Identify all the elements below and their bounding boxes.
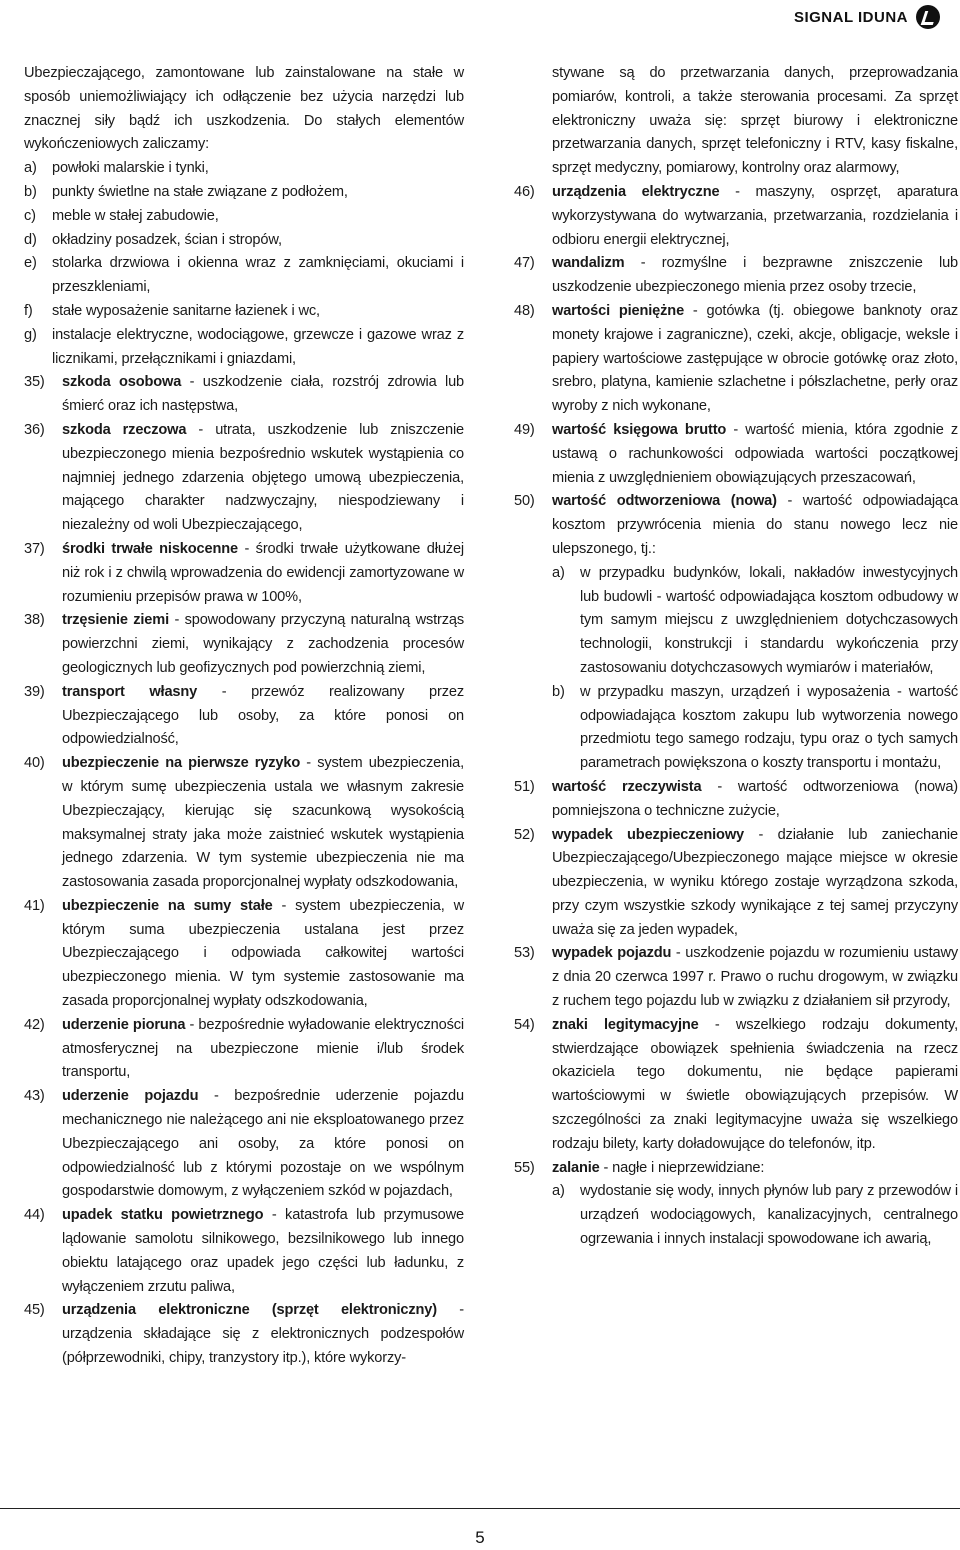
defined-term: ubezpieczenie na sumy stałe	[62, 897, 273, 914]
definition-entry	[24, 371, 464, 419]
term-definition: - gotówka (tj. obiegowe banknoty oraz monety krajowe i zagraniczne), czeki, akcje, obligacje, weksle i papiery wartościowe zastępujące w obrocie gotówkę oraz złoto, srebro, platyna, kamienie szlachetne i półszlachetne, perły oraz wyroby z nich wykonane,	[552, 302, 958, 415]
item-label: g)	[24, 326, 37, 343]
entry-body	[62, 1204, 464, 1299]
item-label: b)	[552, 683, 565, 700]
entry-text	[552, 942, 958, 1013]
list-item	[24, 300, 464, 324]
item-text: stolarka drzwiowa i okienna wraz z zamknięciami, okuciami i przeszkleniami,	[52, 255, 464, 296]
entry-number: 55)	[514, 1159, 535, 1176]
right-column	[514, 62, 958, 1252]
entry-body	[62, 1085, 464, 1204]
entry-body	[62, 681, 464, 752]
definition-entry	[24, 419, 464, 538]
entry-number: 46)	[514, 183, 535, 200]
entry-text	[552, 1014, 958, 1157]
entry-number: 35)	[24, 374, 45, 391]
definition-entry	[514, 300, 958, 419]
entry-text	[62, 1085, 464, 1204]
defined-term: szkoda osobowa	[62, 374, 182, 391]
entry-number: 43)	[24, 1088, 45, 1105]
left-intro: Ubezpieczającego, zamontowane lub zainstalowane na stałe w sposób uniemożliwiający ich odłączenie bez użycia narzędzi lub znacznej siły bądź ich uszkodzenia. Do stałych elementów wykończeniowych zaliczamy:	[24, 65, 464, 153]
term-definition: - rozmyślne i bezprawne zniszczenie lub uszkodzenie ubezpieczonego mienia przez osoby trzecie,	[552, 255, 958, 296]
intro-items	[24, 157, 464, 371]
entry-number: 45)	[24, 1302, 45, 1319]
item-label: c)	[24, 207, 36, 224]
defined-term: transport własny	[62, 683, 198, 700]
term-definition: - przewóz realizowany przez Ubezpieczającego lub osoby, za które ponosi on odpowiedzialność,	[62, 683, 464, 748]
definition-entry	[24, 538, 464, 609]
item-text: wydostanie się wody, innych płynów lub pary z przewodów i urządzeń wodociągowych, kanalizacyjnych, centralnego ogrzewania i innych instalacji spowodowane ich awarią,	[580, 1183, 958, 1248]
entry-text	[62, 752, 464, 895]
term-definition: - bezpośrednie wyładowanie elektryczności atmosferycznej na ubezpieczone mienie i/lub środek transportu,	[62, 1016, 464, 1081]
item-label: f)	[24, 302, 33, 319]
signal-iduna-logo-icon	[916, 5, 940, 29]
term-definition: - uszkodzenie pojazdu w rozumieniu ustawy z dnia 20 czerwca 1997 r. Prawo o ruchu drogowym, w związku z ruchem tego pojazdu lub w związku z działaniem sił przyrody,	[552, 945, 959, 1010]
left-column	[24, 62, 464, 1371]
entry-text	[552, 181, 958, 252]
entry-text	[62, 895, 464, 1014]
term-definition: - system ubezpieczenia, w którym suma ubezpieczenia ustalana jest przez Ubezpieczającego i odpowiada całkowitej wartości ubezpieczonego mienia. W tym systemie zastosowanie ma zasada proporcjonalnej wypłaty odszkodowania,	[62, 897, 464, 1010]
term-definition: - bezpośrednie uderzenie pojazdu mechanicznego nie należącego ani nie eksploatowanego przez Ubezpieczającego ani osoby, za które ponosi on odpowiedzialność lub z którymi pozostaje on we wspólnym gospodarstwie domowym, z wyłączeniem szkód w pojazdach,	[62, 1088, 464, 1200]
term-definition: - działanie lub zaniechanie Ubezpieczającego/Ubezpieczonego mające miejsce w okresie ubezpieczenia, w wyniku którego zostaje wyrządzona szkoda, przy czym wszystkie szkody wynikające z tej samej przyczyny uważa się za jeden wypadek,	[552, 826, 958, 938]
definition-entry	[514, 1014, 958, 1157]
entry-body	[552, 1157, 958, 1252]
item-label: a)	[552, 1183, 565, 1200]
definition-entry	[24, 1014, 464, 1085]
entry-text	[62, 1204, 464, 1299]
term-definition: - nagłe i nieprzewidziane:	[599, 1159, 765, 1176]
entry-body	[552, 419, 958, 490]
entry-text	[62, 538, 464, 609]
defined-term: szkoda rzeczowa	[62, 421, 187, 438]
entry-text	[552, 419, 958, 490]
defined-term: uderzenie pioruna	[62, 1016, 186, 1033]
entry-number: 51)	[514, 778, 535, 795]
entry-body	[62, 609, 464, 680]
entry-text	[62, 681, 464, 752]
entry-text	[552, 824, 958, 943]
entry-text	[552, 300, 958, 419]
term-definition: - wartość mienia, która zgodnie z ustawą o rachunkowości odpowiada wartości początkowej mienia z uwzględnieniem obowiązujących przeszacowań,	[552, 421, 958, 486]
defined-term: wypadek pojazdu	[552, 945, 672, 962]
term-definition: - system ubezpieczenia, w którym sumę ubezpieczenia ustala we własnym zakresie Ubezpieczający, kierując się szacunkową wysokością maksymalnej straty jaka może zaistnieć wskutek wystąpienia jednego zdarzenia. W tym systemie ubezpieczenia nie ma zastosowania zasada proporcjonalnej wypłaty odszkodowania,	[62, 755, 464, 891]
entry-number: 54)	[514, 1016, 535, 1033]
entry-body	[62, 419, 464, 538]
entry-text	[62, 609, 464, 680]
item-text: instalacje elektryczne, wodociągowe, grzewcze i gazowe wraz z licznikami, przełącznikami i gniazdami,	[52, 326, 464, 367]
entry-text	[62, 1014, 464, 1085]
term-definition: - urządzenia składające się z elektronicznych podzespołów (półprzewodniki, chipy, tranzystory itp.), które wykorzy-	[62, 1302, 464, 1367]
entry-number: 53)	[514, 945, 535, 962]
entry-number: 48)	[514, 302, 535, 319]
list-item	[552, 1180, 958, 1251]
item-text: meble w stałej zabudowie,	[52, 207, 219, 224]
list-item	[24, 157, 464, 181]
term-definition: - wartość odtworzeniowa (nowa) pomniejszona o techniczne zużycie,	[552, 778, 958, 819]
entry-number: 36)	[24, 421, 45, 438]
entry-body	[62, 1299, 464, 1370]
defined-term: zalanie	[552, 1159, 600, 1176]
entry-body	[552, 181, 958, 252]
definition-entry	[24, 752, 464, 895]
entry-number: 47)	[514, 255, 535, 272]
defined-term: wartość odtworzeniowa (nowa)	[552, 493, 777, 510]
list-item	[552, 562, 958, 681]
entry-text	[62, 371, 464, 419]
term-definition: - maszyny, osprzęt, aparatura wykorzystywana do wytwarzania, przetwarzania, rozdzielania i odbioru energii elektrycznej,	[552, 183, 958, 248]
entry-number: 40)	[24, 755, 45, 772]
list-item	[24, 181, 464, 205]
entry-body	[552, 824, 958, 943]
item-label: e)	[24, 255, 37, 272]
item-label: a)	[24, 160, 37, 177]
list-item	[24, 252, 464, 300]
entry-text	[552, 490, 958, 561]
brand-header	[794, 5, 940, 29]
entry-number: 38)	[24, 612, 45, 629]
definition-list-right	[514, 181, 958, 1252]
defined-term: środki trwałe niskocenne	[62, 540, 238, 557]
definition-entry	[514, 490, 958, 776]
defined-term: trzęsienie ziemi	[62, 612, 170, 629]
list-item	[552, 681, 958, 776]
definition-entry	[514, 419, 958, 490]
term-definition: - katastrofa lub przymusowe lądowanie samolotu silnikowego, bezsilnikowego lub innego obiektu latającego oraz upadek jego części lub ładunku, z wyłączeniem zrzutu paliwa,	[62, 1207, 464, 1295]
item-text: w przypadku maszyn, urządzeń i wyposażenia - wartość odpowiadająca kosztom zakupu lub wytworzenia nowego przedmiotu tego samego rodzaju, typu oraz o tych samych parametrach powiększona o koszty transportu i montażu,	[580, 683, 958, 772]
term-definition: - środki trwałe użytkowane dłużej niż rok i z chwilą wprowadzenia do ewidencji zamortyzowane w rozumieniu przepisów prawa w 100%,	[62, 540, 465, 605]
term-definition: - wartość odpowiadająca kosztom przywrócenia mienia do stanu nowego lecz nie ulepszonego, tj.:	[552, 493, 958, 557]
defined-term: wartość księgowa brutto	[552, 421, 727, 438]
list-item	[24, 324, 464, 372]
definition-entry	[514, 181, 958, 252]
brand-name: SIGNAL IDUNA	[793, 8, 908, 26]
entry-number: 44)	[24, 1207, 45, 1224]
entry-body	[62, 371, 464, 419]
defined-term: wartości pieniężne	[552, 302, 685, 319]
defined-term: wandalizm	[552, 255, 625, 272]
term-definition: - utrata, uszkodzenie lub zniszczenie ubezpieczonego mienia bezpośrednio wskutek wystąpienia co najmniej jednego zdarzenia objętego umową ubezpieczenia, mającego charakter nadzwyczajny, niespodziewany i niezależny od woli Ubezpieczającego,	[62, 421, 465, 534]
entry-number: 37)	[24, 540, 45, 557]
entry-number: 42)	[24, 1016, 45, 1033]
item-text: powłoki malarskie i tynki,	[52, 160, 209, 177]
defined-term: urządzenia elektroniczne (sprzęt elektroniczny)	[62, 1302, 437, 1319]
page-number: 5	[475, 1528, 485, 1547]
entry-text	[62, 419, 464, 538]
term-definition: - spowodowany przyczyną naturalną wstrząs powierzchni ziemi, wynikający z zachodzenia procesów geologicznych lub geofizycznych pod powierzchnią ziemi,	[62, 612, 464, 676]
defined-term: znaki legitymacyjne	[552, 1016, 699, 1033]
definition-entry	[24, 1204, 464, 1299]
right-continuation: stywane są do przetwarzania danych, przeprowadzania pomiarów, kontroli, a także sterowania procesami. Za sprzęt elektroniczny uważa się: sprzęt biurowy i elektroniczne przetwarzania danych, sprzęt telefoniczny i RTV, kasy fiskalne, sprzęt medyczny, pomiarowy, kontrolny oraz alarmowy,	[552, 65, 958, 177]
definition-entry	[514, 776, 958, 824]
term-definition: - wszelkiego rodzaju dokumenty, stwierdzające obowiązek spełnienia świadczenia na rzecz okaziciela tego dokumentu, nie będące papierami wartościowymi w świetle obowiązujących przepisów. W szczególności za znaki legitymacyjne uważa się wszelkiego rodzaju bilety, karty doładowujące do telefonów, itp.	[552, 1016, 958, 1152]
definition-entry	[514, 252, 958, 300]
term-definition: - uszkodzenie ciała, rozstrój zdrowia lub śmierć oraz ich następstwa,	[62, 374, 464, 415]
defined-term: uderzenie pojazdu	[62, 1088, 199, 1105]
entry-body	[62, 752, 464, 895]
item-label: d)	[24, 231, 37, 248]
entry-number: 39)	[24, 683, 45, 700]
item-text: w przypadku budynków, lokali, nakładów inwestycyjnych lub budowli - wartość odpowiadająca kosztom odbudowy w tym samym miejscu z uwzględnieniem dotychczasowych technologii, konstrukcji i standardu wykończenia przy zastosowaniu dotychczasowych wymiarów i materiałów,	[580, 564, 958, 676]
entry-body	[552, 490, 958, 776]
entry-body	[552, 300, 958, 419]
definition-entry	[514, 824, 958, 943]
entry-number: 52)	[514, 826, 535, 843]
entry-text	[62, 1299, 464, 1370]
entry-body	[62, 538, 464, 609]
item-text: punkty świetlne na stałe związane z podłożem,	[52, 183, 348, 200]
definition-entry	[24, 1085, 464, 1204]
list-item	[24, 229, 464, 253]
defined-term: ubezpieczenie na pierwsze ryzyko	[62, 755, 301, 772]
list-item	[24, 205, 464, 229]
item-text: okładziny posadzek, ścian i stropów,	[52, 231, 282, 248]
entry-text	[552, 252, 958, 300]
definition-entry	[24, 609, 464, 680]
entry-text	[552, 776, 958, 824]
defined-term: wypadek ubezpieczeniowy	[552, 826, 744, 843]
definition-entry	[514, 1157, 958, 1252]
definition-entry	[24, 895, 464, 1014]
entry-number: 50)	[514, 493, 535, 510]
entry-number: 49)	[514, 421, 535, 438]
entry-body	[552, 776, 958, 824]
defined-term: urządzenia elektryczne	[552, 183, 720, 200]
defined-term: wartość rzeczywista	[552, 778, 702, 795]
entry-body	[62, 895, 464, 1014]
definition-list-left	[24, 371, 464, 1370]
entry-text	[552, 1157, 958, 1181]
definition-entry	[514, 942, 958, 1013]
entry-body	[552, 942, 958, 1013]
item-label: b)	[24, 183, 37, 200]
defined-term: upadek statku powietrznego	[62, 1207, 264, 1224]
definition-entry	[24, 1299, 464, 1370]
definition-entry	[24, 681, 464, 752]
item-text: stałe wyposażenie sanitarne łazienek i wc,	[52, 302, 320, 319]
item-label: a)	[552, 564, 565, 581]
footer-divider	[0, 1508, 960, 1509]
entry-body	[552, 1014, 958, 1157]
entry-body	[552, 252, 958, 300]
entry-body	[62, 1014, 464, 1085]
entry-number: 41)	[24, 897, 45, 914]
